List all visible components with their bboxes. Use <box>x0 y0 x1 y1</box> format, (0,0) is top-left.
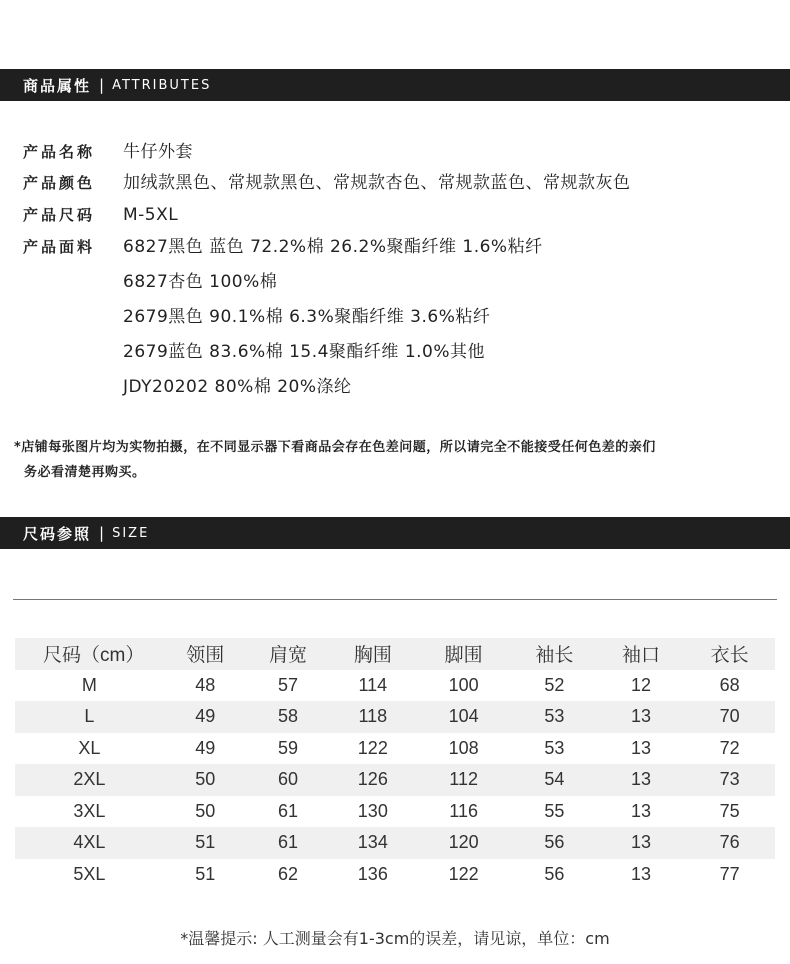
attr-label: 产品颜色 <box>23 174 96 192</box>
attr-row-name <box>23 140 193 164</box>
table-cell: 75 <box>719 800 740 821</box>
table-cell: 50 <box>195 800 216 821</box>
table-cell: 50 <box>164 764 247 796</box>
table-cell: 58 <box>247 701 330 733</box>
divider <box>13 599 777 600</box>
size-title-en: SIZE <box>112 525 150 541</box>
header-separator: | <box>99 76 105 94</box>
fabric-line: 2679蓝色 83.6%棉 15.4聚酯纤维 1.0%其他 <box>123 342 486 362</box>
notice-line-2: 务必看清楚再购买。 <box>24 465 146 480</box>
attributes-title-en: ATTRIBUTES <box>112 77 212 93</box>
table-cell: 61 <box>277 800 299 821</box>
size-cell: XL <box>78 737 101 758</box>
table-cell: 70 <box>684 701 775 733</box>
table-row <box>15 859 775 891</box>
col-header: 肩宽 <box>247 638 330 670</box>
col-header: 袖长 <box>511 638 598 670</box>
table-cell: 13 <box>598 701 685 733</box>
size-section-header <box>0 517 790 549</box>
table-cell: 108 <box>448 737 479 758</box>
table-row <box>15 827 775 859</box>
table-cell: 118 <box>329 701 416 733</box>
table-cell: 122 <box>357 737 388 758</box>
table-cell: 13 <box>631 800 652 821</box>
table-cell: 55 <box>544 800 565 821</box>
attr-label: 产品名称 <box>23 143 96 161</box>
table-row <box>15 670 775 702</box>
size-cell: 2XL <box>15 764 164 796</box>
table-cell: 126 <box>329 764 416 796</box>
size-table <box>15 638 775 890</box>
attr-label: 产品尺码 <box>23 206 96 224</box>
fabric-line: JDY20202 80%棉 20%涤纶 <box>123 377 352 397</box>
col-header: 脚围 <box>416 638 511 670</box>
attr-row-fabric <box>23 235 543 259</box>
table-cell: 114 <box>358 674 388 695</box>
table-cell: 130 <box>357 800 388 821</box>
col-header: 衣长 <box>684 638 775 670</box>
table-cell: 68 <box>719 674 740 695</box>
table-cell: 100 <box>448 674 479 695</box>
table-cell: 116 <box>449 800 478 821</box>
size-cell: M <box>81 674 97 695</box>
table-cell: 51 <box>164 827 247 859</box>
table-cell: 61 <box>247 827 330 859</box>
table-cell: 13 <box>598 764 685 796</box>
fabric-line: 6827杏色 100%棉 <box>123 272 278 292</box>
size-cell: 3XL <box>73 800 106 821</box>
table-cell: 49 <box>164 701 247 733</box>
size-table-header-row <box>15 638 775 670</box>
table-cell: 49 <box>195 737 216 758</box>
attr-value: 牛仔外套 <box>123 142 193 162</box>
table-cell: 56 <box>511 827 598 859</box>
attr-value: M-5XL <box>123 205 179 225</box>
table-row <box>15 701 775 733</box>
table-cell: 77 <box>719 863 740 884</box>
table-cell: 51 <box>195 863 216 884</box>
table-cell: 59 <box>277 737 299 758</box>
table-cell: 120 <box>416 827 511 859</box>
table-cell: 62 <box>277 863 299 884</box>
col-header: 领围 <box>164 638 247 670</box>
size-title-cn: 尺码参照 <box>23 524 92 543</box>
fabric-line: 2679黑色 90.1%棉 6.3%聚酯纤维 3.6%粘纤 <box>123 307 491 327</box>
table-cell: 73 <box>684 764 775 796</box>
attributes-title-cn: 商品属性 <box>23 76 92 95</box>
size-cell: 4XL <box>15 827 164 859</box>
table-cell: 13 <box>598 827 685 859</box>
col-header: 胸围 <box>329 638 416 670</box>
notice-line-1: *店铺每张图片均为实物拍摄，在不同显示器下看商品会存在色差问题，所以请完全不能接受任何色差的亲们 <box>14 440 656 455</box>
table-cell: 52 <box>544 674 565 695</box>
attr-row-color <box>23 171 631 195</box>
attr-label: 产品面料 <box>23 238 96 256</box>
col-header: 尺码（cm） <box>15 638 164 670</box>
table-cell: 72 <box>719 737 740 758</box>
measurement-note: *温馨提示: 人工测量会有1-3cm的误差，请见谅，单位：cm <box>180 929 610 948</box>
table-cell: 104 <box>416 701 511 733</box>
table-cell: 48 <box>195 674 216 695</box>
table-cell: 13 <box>631 863 652 884</box>
size-cell: 5XL <box>73 863 106 884</box>
table-cell: 53 <box>544 737 565 758</box>
table-cell: 57 <box>277 674 299 695</box>
table-row <box>15 733 775 765</box>
attr-value: 6827黑色 蓝色 72.2%棉 26.2%聚酯纤维 1.6%粘纤 <box>123 237 543 257</box>
attributes-section-header <box>0 69 790 101</box>
table-cell: 54 <box>511 764 598 796</box>
table-row <box>15 764 775 796</box>
table-cell: 13 <box>631 737 652 758</box>
header-separator: | <box>99 524 105 542</box>
table-cell: 76 <box>684 827 775 859</box>
table-cell: 53 <box>511 701 598 733</box>
table-cell: 136 <box>357 863 388 884</box>
table-cell: 134 <box>329 827 416 859</box>
table-cell: 112 <box>416 764 511 796</box>
table-cell: 122 <box>448 863 479 884</box>
table-cell: 12 <box>631 674 652 695</box>
attr-value: 加绒款黑色、常规款黑色、常规款杏色、常规款蓝色、常规款灰色 <box>123 173 631 193</box>
table-row <box>15 796 775 828</box>
table-cell: 60 <box>247 764 330 796</box>
col-header: 袖口 <box>598 638 685 670</box>
size-cell: L <box>15 701 164 733</box>
table-cell: 56 <box>544 863 565 884</box>
attr-row-size <box>23 203 178 227</box>
